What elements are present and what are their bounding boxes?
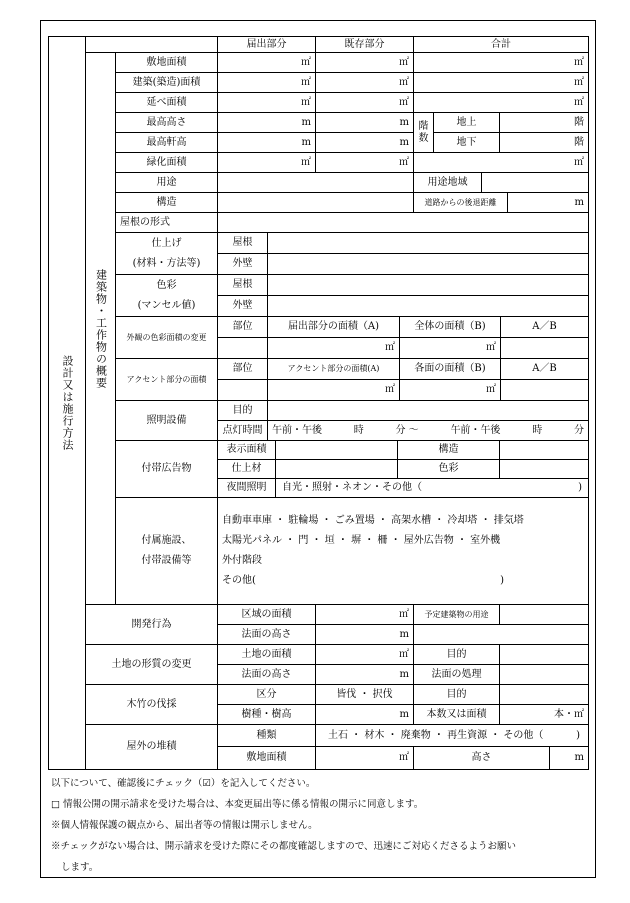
- hour-end: 時: [532, 424, 543, 436]
- unit-m: m: [218, 133, 316, 153]
- ad-structure-input[interactable]: [500, 441, 589, 460]
- slope-treatment-input[interactable]: [500, 665, 589, 685]
- label-floor-area: 延べ面積: [116, 93, 218, 113]
- label-finish-roof: 屋根: [218, 233, 268, 254]
- label-ad-finish: 仕上材: [218, 460, 276, 479]
- unit-tree-area[interactable]: 本・㎡: [500, 705, 589, 725]
- unit-m2[interactable]: ㎡: [316, 645, 414, 665]
- note-line: 以下について、確認後にチェック（☑）を記入してください。: [51, 778, 316, 789]
- label-max-height: 最高高さ: [116, 113, 218, 133]
- unit-m2[interactable]: ㎡: [268, 380, 400, 401]
- label-reported-area: 届出部分の面積（A): [268, 317, 400, 338]
- roof-form-input[interactable]: [218, 213, 589, 233]
- label-development: 開発行為: [86, 605, 218, 645]
- note-line: します。: [61, 862, 99, 873]
- tree-cut-options[interactable]: 皆伐 ・ 択伐: [316, 685, 414, 705]
- tree-purpose-input[interactable]: [500, 685, 589, 705]
- label-tree-purpose: 目的: [414, 685, 500, 705]
- label-lighting: 照明設備: [116, 401, 218, 441]
- part-input[interactable]: [218, 380, 268, 401]
- facilities-box[interactable]: [218, 498, 589, 605]
- label-part: 部位: [218, 317, 268, 338]
- facility-line: 自動車車庫 ・ 駐輪場 ・ ごみ置場 ・ 高架水槽 ・ 冷却塔 ・ 排気塔: [222, 515, 524, 526]
- header-blank: [86, 36, 218, 53]
- lighting-purpose-input[interactable]: [268, 401, 589, 421]
- unit-m: m: [218, 113, 316, 133]
- label-storage-site-area: 敷地面積: [218, 747, 316, 770]
- label-color-roof: 屋根: [218, 275, 268, 296]
- label-finish-wall: 外壁: [218, 254, 268, 275]
- label-tree-category: 区分: [218, 685, 316, 705]
- ratio-input[interactable]: [501, 338, 589, 359]
- label-floors: 階数: [414, 113, 434, 153]
- ad-night-options: 自光・照射・ネオン・その他（: [282, 482, 422, 493]
- finish-roof-input[interactable]: [268, 233, 589, 254]
- label-ratio: A／B: [501, 317, 589, 338]
- label-land-area: 土地の面積: [218, 645, 316, 665]
- unit-floors[interactable]: 階: [500, 113, 589, 133]
- unit-m2: ㎡: [218, 93, 316, 113]
- ampm-start: 午前・午後: [272, 424, 322, 436]
- label-ad-display-area: 表示面積: [218, 441, 276, 460]
- unit-m2: ㎡: [218, 153, 316, 173]
- label-storage-height: 高さ: [414, 747, 550, 770]
- label-land: 土地の形質の変更: [86, 645, 218, 685]
- label-floors-below: 地下: [434, 133, 500, 153]
- label-accent-area: アクセント部分の面積: [116, 359, 218, 401]
- unit-floors[interactable]: 階: [500, 133, 589, 153]
- unit-m2: ㎡: [316, 153, 414, 173]
- label-exterior-color-ratio: 外観の色彩面積の変更: [116, 317, 218, 359]
- unit-m2[interactable]: ㎡: [316, 747, 414, 770]
- ad-color-input[interactable]: [500, 460, 589, 479]
- facility-other: その他(: [222, 575, 256, 586]
- label-tree-species: 樹種・樹高: [218, 705, 316, 725]
- label-floors-above: 地上: [434, 113, 500, 133]
- label-max-eaves: 最高軒高: [116, 133, 218, 153]
- building-label-vertical: 建築物・工作物の概要: [86, 53, 116, 605]
- unit-m2[interactable]: ㎡: [268, 338, 400, 359]
- disclosure-consent-checkbox[interactable]: □ 情報公開の開示請求を受けた場合は、本変更届出等に係る情報の開示に同意します。: [51, 799, 424, 810]
- finish-wall-input[interactable]: [268, 254, 589, 275]
- label-lighting-purpose: 目的: [218, 401, 268, 421]
- unit-m2[interactable]: ㎡: [414, 93, 589, 113]
- paren-close: ): [500, 575, 504, 586]
- facility-line: 太陽光パネル ・ 門 ・ 垣 ・ 塀 ・ 柵 ・ 屋外広告物 ・ 室外機: [222, 535, 501, 546]
- label-storage: 屋外の堆積: [86, 725, 218, 770]
- hour-start: 時: [353, 424, 364, 436]
- label-color-wall: 外壁: [218, 296, 268, 317]
- label-slope-height: 法面の高さ: [218, 665, 316, 685]
- label-structure: 構造: [116, 193, 218, 213]
- color-roof-input[interactable]: [268, 275, 589, 296]
- unit-m: m: [316, 113, 414, 133]
- header-existing: 既存部分: [316, 36, 414, 53]
- planned-use-input[interactable]: [500, 605, 589, 625]
- minute-start: 分 ～: [395, 424, 419, 436]
- structure-input[interactable]: [218, 193, 414, 213]
- unit-m[interactable]: m: [316, 665, 414, 685]
- ad-display-input[interactable]: [276, 441, 398, 460]
- unit-m2[interactable]: ㎡: [400, 380, 501, 401]
- label-color-wrap: [116, 275, 218, 317]
- label-land-purpose: 目的: [414, 645, 500, 665]
- label-finish-sub: (材料・方法等): [132, 257, 201, 269]
- ratio-input[interactable]: [501, 380, 589, 401]
- label-facilities-2: 付帯設備等: [141, 555, 192, 566]
- label-storage-kind: 種類: [218, 725, 316, 747]
- label-color-sub: (マンセル値): [137, 299, 196, 311]
- label-ad: 付帯広告物: [116, 441, 218, 498]
- ampm-end: 午前・午後: [450, 424, 501, 436]
- facility-other-row[interactable]: [222, 571, 584, 591]
- unit-m[interactable]: m: [550, 747, 589, 770]
- label-each-area: 各面の面積（B): [400, 359, 501, 380]
- label-ad-color: 色彩: [398, 460, 500, 479]
- unit-m[interactable]: m: [508, 193, 589, 213]
- label-slope-height: 法面の高さ: [218, 625, 316, 645]
- label-green-area: 緑化面積: [116, 153, 218, 173]
- label-accent-a: アクセント部分の面積(A): [268, 359, 400, 380]
- label-ad-night: 夜間照明: [218, 479, 276, 498]
- unit-m2[interactable]: ㎡: [316, 605, 414, 625]
- note-line: ※チェックがない場合は、開示請求を受けた際にその都度確認しますので、迅速にご対応くださるようお願い: [51, 841, 517, 852]
- label-total-area: 全体の面積（B): [400, 317, 501, 338]
- form-page: [40, 20, 596, 878]
- paren-close: ): [578, 482, 582, 493]
- ad-finish-input[interactable]: [276, 460, 398, 479]
- land-purpose-input[interactable]: [500, 645, 589, 665]
- paren-close: ): [576, 729, 580, 741]
- unit-m: m: [316, 133, 414, 153]
- label-lighting-time: 点灯時間: [218, 421, 268, 441]
- label-roof-form: 屋根の形式: [116, 213, 218, 233]
- label-trees: 木竹の伐採: [86, 685, 218, 725]
- notes: [51, 773, 591, 878]
- label-tree-count: 本数又は面積: [414, 705, 500, 725]
- note-line: ※個人情報保護の観点から、届出者等の情報は開示しません。: [51, 820, 318, 831]
- label-ad-structure: 構造: [398, 441, 500, 460]
- part-input[interactable]: [218, 338, 268, 359]
- unit-m[interactable]: m: [316, 625, 414, 645]
- label-slope-treatment: 法面の処理: [414, 665, 500, 685]
- label-ratio: A／B: [501, 359, 589, 380]
- facility-line: 外付階段: [222, 555, 262, 566]
- unit-m2: ㎡: [218, 53, 316, 73]
- label-planned-use: 予定建築物の用途: [414, 605, 500, 625]
- label-setback: 道路からの後退距離: [414, 193, 508, 213]
- header-reported: 届出部分: [218, 36, 316, 53]
- label-zone-area: 区域の面積: [218, 605, 316, 625]
- label-part: 部位: [218, 359, 268, 380]
- label-facilities: 付属施設、: [141, 535, 192, 546]
- label-finish: 仕上げ: [151, 237, 182, 249]
- unit-m2[interactable]: ㎡: [414, 53, 589, 73]
- unit-m2: ㎡: [316, 73, 414, 93]
- label-site-area: 敷地面積: [116, 53, 218, 73]
- section-label-vertical: 設計又は施行方法: [48, 36, 86, 770]
- label-use: 用途: [116, 173, 218, 193]
- header-total: 合計: [414, 36, 589, 53]
- unit-m2: ㎡: [316, 93, 414, 113]
- unit-m2[interactable]: ㎡: [414, 153, 589, 173]
- unit-m2: ㎡: [218, 73, 316, 93]
- use-input[interactable]: [218, 173, 414, 193]
- dev-blank: [414, 625, 589, 645]
- color-wall-input[interactable]: [268, 296, 589, 317]
- label-building-area: 建築(築造)面積: [116, 73, 218, 93]
- label-color: 色彩: [156, 279, 177, 291]
- label-zone: 用途地域: [414, 173, 482, 193]
- zone-input[interactable]: [482, 173, 589, 193]
- label-finish-wrap: [116, 233, 218, 275]
- application-form-table: [48, 36, 589, 770]
- unit-m2[interactable]: ㎡: [400, 338, 501, 359]
- unit-m[interactable]: m: [316, 705, 414, 725]
- ad-night-row[interactable]: [276, 479, 589, 498]
- storage-kind-row[interactable]: [316, 725, 589, 747]
- storage-kind-options: 土石 ・ 材木 ・ 廃棄物 ・ 再生資源 ・ その他（: [328, 729, 544, 741]
- unit-m2[interactable]: ㎡: [414, 73, 589, 93]
- unit-m2: ㎡: [316, 53, 414, 73]
- minute-end: 分: [573, 424, 584, 436]
- label-facilities-wrap: [116, 498, 218, 605]
- lighting-time-row[interactable]: [268, 421, 589, 441]
